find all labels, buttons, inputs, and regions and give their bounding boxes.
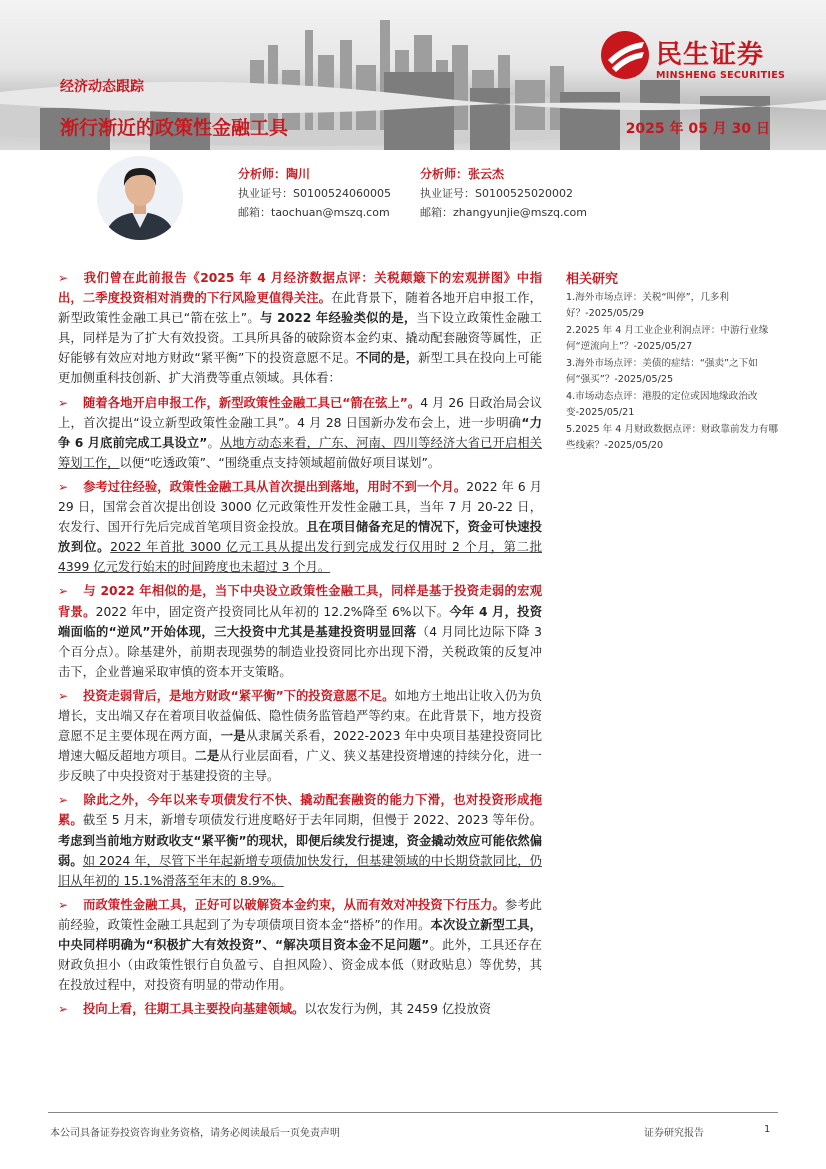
analyst-2-mail-label: 邮箱：	[420, 206, 453, 219]
paragraph-segment: 且在项目储备充足的情况下，资金可快速投放到位。	[58, 520, 542, 555]
related-item[interactable]: 1.海外市场点评：关税“叫停”，几多利好？-2025/05/29	[566, 292, 729, 319]
bullet-arrow-icon: ➢	[58, 1002, 69, 1017]
paragraph-segment: 二是	[194, 749, 220, 764]
analyst-1-name: 陶川	[286, 167, 311, 181]
bullet-arrow-icon: ➢	[58, 793, 69, 808]
paragraph-segment: 考虑到当前地方财政收支“紧平衡”的现状，即便后续发行提速，资金撬动效应可能依然偏弱。	[58, 833, 542, 868]
bullet-arrow-icon: ➢	[58, 584, 69, 599]
bullet-arrow-icon: ➢	[58, 688, 69, 703]
paragraph-segment: 本次设立新型工具，中央同样明确为“积极扩大有效投资”、“解决项目资本金不足问题”	[58, 917, 542, 952]
analyst-2-name: 张云杰	[468, 167, 505, 181]
paragraph-segment: 。	[207, 435, 220, 450]
paragraph-segment: “力争 6 月底前完成工具设立”	[58, 415, 542, 450]
analyst-photo	[97, 156, 183, 240]
body-paragraph	[58, 999, 542, 1019]
paragraph-segment: 从行业层面看，广义、狭义基建投资增速的持续分化，进一步反映了中央投资对于基建投资的主导。	[58, 749, 542, 784]
paragraph-segment: 与 2022 年相似的是，当下中央设立政策性金融工具，同样是基于投资走弱的宏观背景。	[58, 584, 542, 619]
paragraph-segment: 在此背景下，随着各地开启申报工作，新型政策性金融工具已“箭在弦上”。	[58, 291, 542, 326]
company-logo	[600, 30, 810, 86]
page-number: 1	[764, 1124, 771, 1135]
analyst-1-cert-label: 执业证号：	[238, 187, 293, 200]
logo-cn-text: 民生证券	[656, 40, 765, 70]
analyst-2-cert-label: 执业证号：	[420, 187, 475, 200]
paragraph-segment: 2022 年中，固定资产投资同比从年初的 12.2%降至 6%以下。	[95, 604, 450, 619]
paragraph-segment: 参考过往经验，政策性金融工具从首次提出到落地，用时不到一个月。	[83, 479, 467, 494]
paragraph-segment: （4 月同比边际下降 3 个百分点）。除基建外，前期表现强势的制造业投资同比亦出现下滑，关税政策的反复冲击下，企业普遍采取审慎的资本开支策略。	[58, 624, 543, 679]
paragraph-segment: 不同的是，	[356, 351, 419, 366]
paragraph-segment: 2022 年首批 3000 亿元工具从提出发行到完成发行仅用时 2 个月，第二批 4399 亿元发行始末的时间跨度也未超过 3 个月。	[58, 540, 542, 575]
footer-divider	[48, 1112, 778, 1113]
footer-doc-type: 证券研究报告	[644, 1128, 704, 1139]
paragraph-segment: 除此之外，今年以来专项债发行不快、撬动配套融资的能力下滑，也对投资形成拖累。	[58, 793, 542, 828]
bullet-arrow-icon: ➢	[58, 395, 69, 410]
logo-en-text: MINSHENG SECURITIES	[656, 70, 786, 81]
paragraph-segment: 我们曾在此前报告《2025 年 4 月经济数据点评：关税颠簸下的宏观拼图》中指出，二季度投资相对消费的下行风险更值得关注。	[58, 271, 542, 306]
paragraph-segment: 一是	[220, 729, 246, 744]
related-item[interactable]: 3.海外市场点评：美债的症结：“强卖”之下如何“强买”？-2025/05/25	[566, 358, 758, 385]
analyst-2	[420, 165, 587, 222]
analyst-1-cert: S0100524060005	[293, 187, 391, 200]
bullet-arrow-icon: ➢	[58, 271, 69, 285]
analyst-avatar	[97, 156, 183, 240]
body-paragraph	[58, 581, 542, 681]
report-category: 经济动态跟踪	[60, 79, 144, 95]
related-research	[566, 268, 778, 455]
body-paragraph	[58, 393, 542, 473]
paragraph-segment: 从隶属关系看，2022-2023 年中央项目基建投资同比增速大幅反超地方项目。	[58, 729, 542, 764]
paragraph-segment: 参考此前经验，政策性金融工具起到了为专项债项目资本金“搭桥”的作用。	[58, 897, 542, 932]
paragraph-segment: 今年 4 月，投资端面临的“逆风”开始体现，三大投资中尤其是基建投资明显回落	[58, 604, 542, 639]
body-paragraph	[58, 477, 542, 577]
paragraph-segment: 当下设立政策性金融工具，同样是为了扩大有效投资。工具所具备的破除资本金约束、撬动配套融资等属性，正好能够有效应对地方财政“紧平衡”下的投资意愿不足。	[58, 311, 542, 366]
paragraph-segment: 与 2022 年经验类似的是，	[259, 311, 417, 326]
body-paragraph	[58, 895, 542, 995]
logo-mark-icon	[600, 30, 650, 80]
paragraph-segment: 如地方土地出让收入仍为负增长，支出端又存在着项目收益偏低、隐性债务监管趋严等约束。在此背景下，地方投资意愿不足主要体现在两方面，	[58, 688, 542, 744]
paragraph-segment: 投资走弱背后，是地方财政“紧平衡”下的投资意愿不足。	[83, 688, 395, 703]
paragraph-segment: 随着各地开启申报工作，新型政策性金融工具已“箭在弦上”。	[83, 395, 421, 410]
analyst-2-cert: S0100525020002	[475, 187, 573, 200]
paragraph-segment: 从地方动态来看，广东、河南、四川等经济大省已开启相关筹划工作，	[58, 435, 542, 470]
report-title: 渐行渐近的政策性金融工具	[60, 117, 289, 139]
body-paragraph	[58, 268, 542, 389]
paragraph-segment: 如 2024 年，尽管下半年起新增专项债加快发行，但基建领域的中长期贷款同比，仍旧从年初的 15.1%滑落至年末的 8.9%。	[58, 853, 542, 888]
paragraph-segment: 。此外，工具还存在财政负担小（由政策性银行自负盈亏、自担风险）、资金成本低（财政贴息）等优势，其在投放过程中，对投资有明显的带动作用。	[58, 938, 542, 993]
report-body	[58, 268, 542, 1023]
bullet-arrow-icon: ➢	[58, 897, 69, 912]
paragraph-segment: 而政策性金融工具，正好可以破解资本金约束，从而有效对冲投资下行压力。	[83, 897, 505, 912]
paragraph-segment: 新型工具在投向上可能更加侧重科技创新、扩大消费等重点领域。具体看：	[58, 351, 542, 386]
header-banner	[0, 0, 826, 150]
paragraph-segment: 2022 年 6 月 29 日，国常会首次提出创设 3000 亿元政策性开发性金融工具，当年 7 月 20-22 日，农发行、国开行先后完成首笔项目资金投放。	[58, 479, 542, 535]
paragraph-segment: 4 月 26 日政治局会议上，首次提出“设立新型政策性金融工具”。4 月 28 日国新办发布会上，进一步明确	[58, 395, 542, 430]
related-item[interactable]: 4.市场动态点评：港股的定位或因地缘政治改变-2025/05/21	[566, 391, 758, 418]
paragraph-segment: 截至 5 月末，新增专项债发行进度略好于去年同期，但慢于 2022、2023 等年份。	[82, 813, 542, 828]
analyst-2-label: 分析师：	[420, 167, 469, 181]
bullet-arrow-icon: ➢	[58, 479, 69, 494]
body-paragraph	[58, 790, 542, 890]
related-item[interactable]: 5.2025 年 4 月财政数据点评：财政靠前发力有哪些线索？-2025/05/20	[566, 424, 778, 451]
analyst-2-email[interactable]: zhangyunjie@mszq.com	[453, 206, 587, 219]
footer-disclaimer: 本公司具备证券投资咨询业务资格，请务必阅读最后一页免责声明	[50, 1128, 340, 1139]
paragraph-segment: 投向上看，往期工具主要投向基建领域。	[83, 1002, 305, 1017]
analyst-1-email[interactable]: taochuan@mszq.com	[271, 206, 390, 219]
analyst-1	[238, 165, 391, 222]
analyst-1-mail-label: 邮箱：	[238, 206, 271, 219]
paragraph-segment: 以便“吃透政策”、“围绕重点支持领域超前做好项目谋划”。	[119, 455, 441, 470]
report-date: 2025 年 05 月 30 日	[625, 121, 770, 137]
body-paragraph	[58, 686, 542, 786]
related-research-title: 相关研究	[566, 272, 619, 287]
related-item[interactable]: 2.2025 年 4 月工业企业利润点评：中游行业缘何“逆流向上”？-2025/05/27	[566, 325, 769, 352]
paragraph-segment: 以农发行为例，其 2459 亿投放资	[304, 1002, 492, 1017]
analyst-1-label: 分析师：	[238, 167, 287, 181]
